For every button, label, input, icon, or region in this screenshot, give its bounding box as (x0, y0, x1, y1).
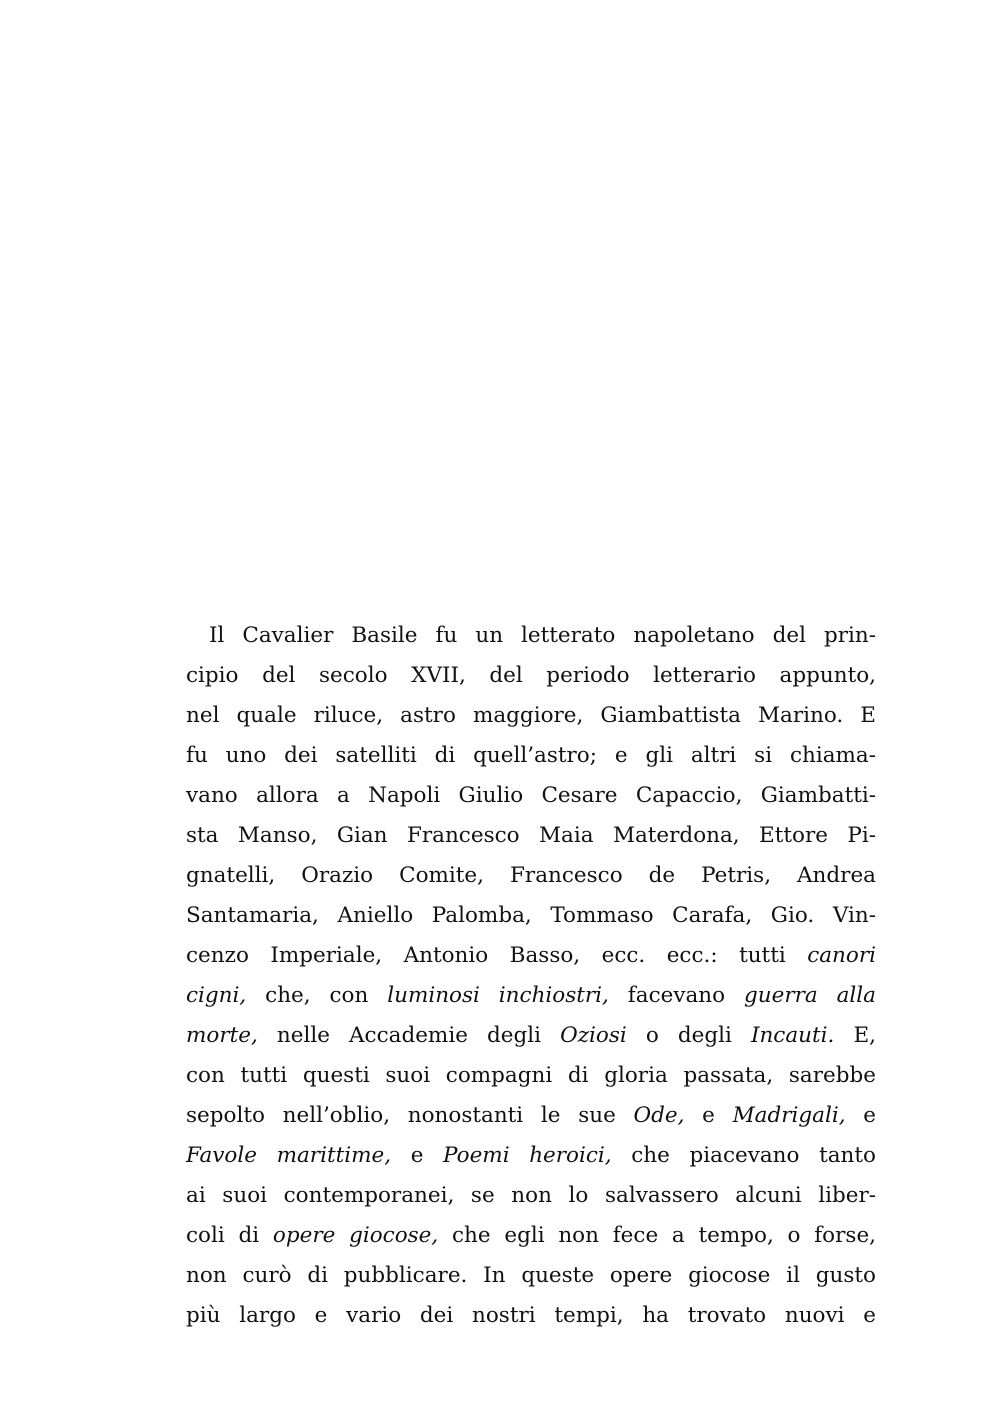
text-line (186, 896, 876, 936)
italic-text: opere giocose, (272, 1223, 439, 1248)
text-segment: nelle Accademie degli (257, 1023, 561, 1048)
text-line (186, 1136, 876, 1176)
text-segment: che egli non fece a tempo, o forse, (438, 1223, 876, 1248)
text-line (186, 656, 876, 696)
italic-text: morte, (186, 1023, 258, 1048)
text-segment: Il Cavalier Basile fu un letterato napoletano del prin- (209, 623, 876, 648)
text-segment: con tutti questi suoi compagni di gloria passata, sarebbe (186, 1063, 876, 1088)
text-segment: nel quale riluce, astro maggiore, Giambattista Marino. E (186, 703, 876, 728)
italic-text: Oziosi (560, 1023, 627, 1048)
text-line (186, 616, 876, 656)
text-line (186, 856, 876, 896)
text-segment: cenzo Imperiale, Antonio Basso, ecc. ecc.: tutti (186, 943, 808, 968)
text-line (186, 1176, 876, 1216)
text-segment: gnatelli, Orazio Comite, Francesco de Petris, Andrea (186, 863, 876, 888)
text-line (186, 1056, 876, 1096)
text-line (186, 696, 876, 736)
text-line (186, 976, 876, 1016)
italic-text: Ode, (633, 1103, 685, 1128)
text-line (186, 816, 876, 856)
body-paragraph (186, 616, 876, 1336)
text-segment: e (684, 1103, 733, 1128)
text-segment: sepolto nell’oblio, nonostanti le sue (186, 1103, 634, 1128)
italic-text: canori (807, 943, 876, 968)
text-segment: che piacevano tanto (611, 1143, 876, 1168)
text-line (186, 1216, 876, 1256)
text-segment: fu uno dei satelliti di quell’astro; e gli altri si chiama- (186, 743, 876, 768)
text-segment: E, (834, 1023, 876, 1048)
italic-text: Incauti. (750, 1023, 835, 1048)
text-segment: vano allora a Napoli Giulio Cesare Capaccio, Giambatti- (186, 783, 876, 808)
text-line (186, 1296, 876, 1336)
text-line (186, 776, 876, 816)
text-segment: sta Manso, Gian Francesco Maia Materdona, Ettore Pi- (186, 823, 876, 848)
italic-text: cigni, (186, 983, 247, 1008)
text-segment: ai suoi contemporanei, se non lo salvassero alcuni liber- (186, 1183, 876, 1208)
text-line (186, 736, 876, 776)
text-segment: coli di (186, 1223, 273, 1248)
text-segment: non curò di pubblicare. In queste opere giocose il gusto (186, 1263, 876, 1288)
text-segment: o degli (626, 1023, 751, 1048)
text-line (186, 1016, 876, 1056)
text-segment: che, con (246, 983, 388, 1008)
text-line (186, 936, 876, 976)
text-line (186, 1256, 876, 1296)
text-segment: e (845, 1103, 876, 1128)
italic-text: luminosi inchiostri, (387, 983, 609, 1008)
text-segment: facevano (608, 983, 744, 1008)
italic-text: Madrigali, (732, 1103, 846, 1128)
text-line (186, 1096, 876, 1136)
italic-text: Poemi heroici, (443, 1143, 612, 1168)
text-segment: più largo e vario dei nostri tempi, ha trovato nuovi e (186, 1303, 876, 1328)
italic-text: Favole marittime, (186, 1143, 392, 1168)
text-segment: cipio del secolo XVII, del periodo letterario appunto, (186, 663, 876, 688)
text-segment: Santamaria, Aniello Palomba, Tommaso Carafa, Gio. Vin- (186, 903, 876, 928)
text-segment: e (391, 1143, 444, 1168)
italic-text: guerra alla (744, 983, 876, 1008)
